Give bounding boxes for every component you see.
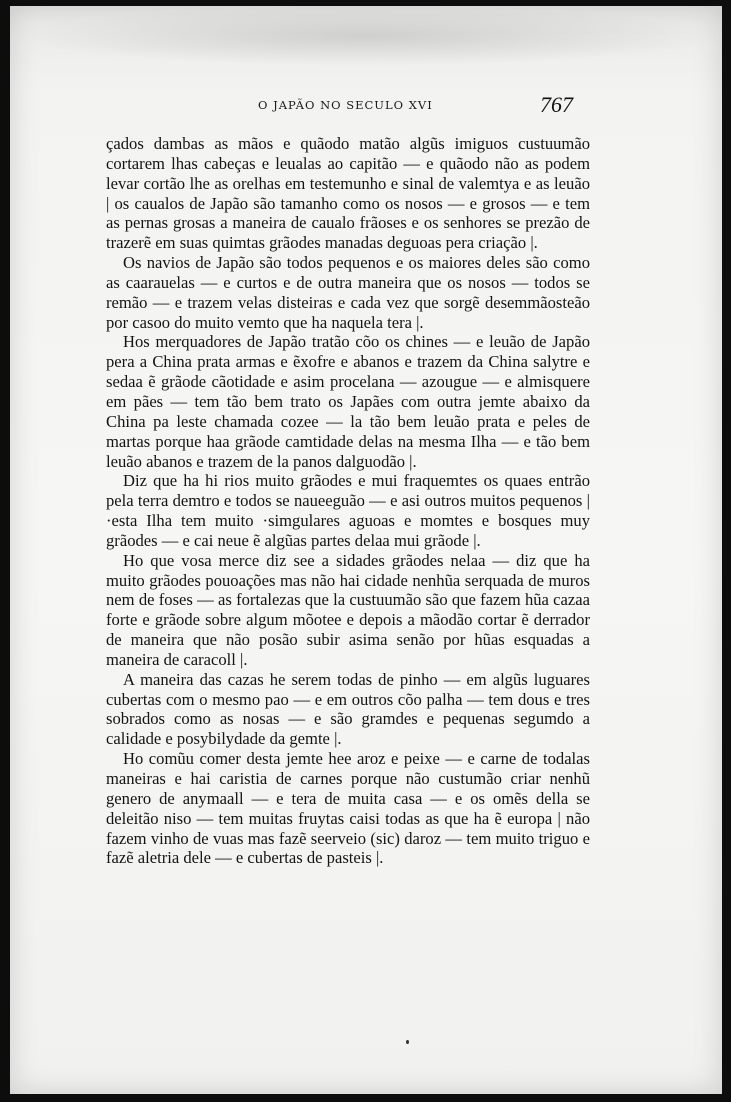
paragraph: Os navios de Japão são todos pequenos e os maiores deles são como as caarauelas — e curtos e de outra maneira que os nosos — todos se remão — e trazem velas disteiras e cada vez que sorgẽ desemmãosteão por casoo do muito vemto que ha naquela tera |. [106, 253, 590, 332]
page-header [10, 92, 722, 122]
paragraph: A maneira das cazas he serem todas de pinho — em algũs luguares cubertas com o mesmo pao — e em outros cõo palha — tem dous e tres sobrados como as nosas — e são gramdes e pequenas segumdo a calidade e posybilydade da gemte |. [106, 669, 590, 749]
paragraph: Ho que vosa merce diz see a sidades grãodes nelaa — diz que ha muito grãodes pouoações mas não hai cidade nenhũa serquada de muros nem de foses — as fortalezas que la custuumão são que fazem hũa cazaa forte e grãode sobre algum mõotee e depois a mãodão cortar ẽ derrador de maneira que não posão subir asima senão por hũas esquadas a maneira de caracoll |. [106, 550, 590, 669]
page-number: 767 [540, 92, 573, 117]
paragraph: Ho comũu comer desta jemte hee aroz e peixe — e carne de todalas maneiras e hai caristia de carnes porque não custumão criar nenhũ genero de anymaall — e tera de muita casa — e os omẽs della se deleitão niso — tem muitas fruytas caisi todas as que ha ẽ europa | não fazem vinho de vuas mas fazẽ seerveio (sic) daroz — tem muito triguo e fazẽ aletria dele — e cubertas de pasteis |. [106, 749, 590, 868]
paper-smudge [10, 6, 722, 66]
ink-dot [406, 1040, 409, 1044]
paragraph: çados dambas as mãos e quãodo matão algũs imiguos custuumão cortarem lhas cabeças e leualas ao capitão — e quãodo não as podem levar cortão lhe as orelhas em testemunho e sinal de valemtya e as leuão | os caualos de Japão são tamanho como os nosos — e grosos — e tem as pernas grosas a maneira de caualo frãoses e os senhores se prezão de trazerẽ em suas quimtas grãodes manadas deguoas pera criação |. [106, 134, 590, 253]
paragraph: Hos merquadores de Japão tratão cõo os chines — e leuão de Japão pera a China prata armas e ẽxofre e abanos e trazem da China salytre e sedaa ẽ grãode cãotidade e asim procelana — azougue — e almisquere em pães — tem tão bem trato os Japães com outra jemte abaixo da China pa leste chamada cozee — la tão bem leuão prata e peles de martas porque haa grãode camtidade delas na mesma Ilha — e tão bem leuão abanos e trazem de la panos dalguodão |. [106, 332, 590, 471]
running-title: O JAPÃO NO SECULO XVI [258, 98, 433, 112]
body-text [106, 134, 590, 868]
paragraph: Diz que ha hi rios muito grãodes e mui fraquemtes os quaes entrão pela terra demtro e todos se naueeguão — e asi outros muitos pequenos |·esta Ilha tem muito ·simgulares aguoas e momtes e bosques muy grãodes — e cai neue ẽ algũas partes delaa mui grãode |. [106, 471, 590, 550]
book-page [10, 6, 722, 1094]
